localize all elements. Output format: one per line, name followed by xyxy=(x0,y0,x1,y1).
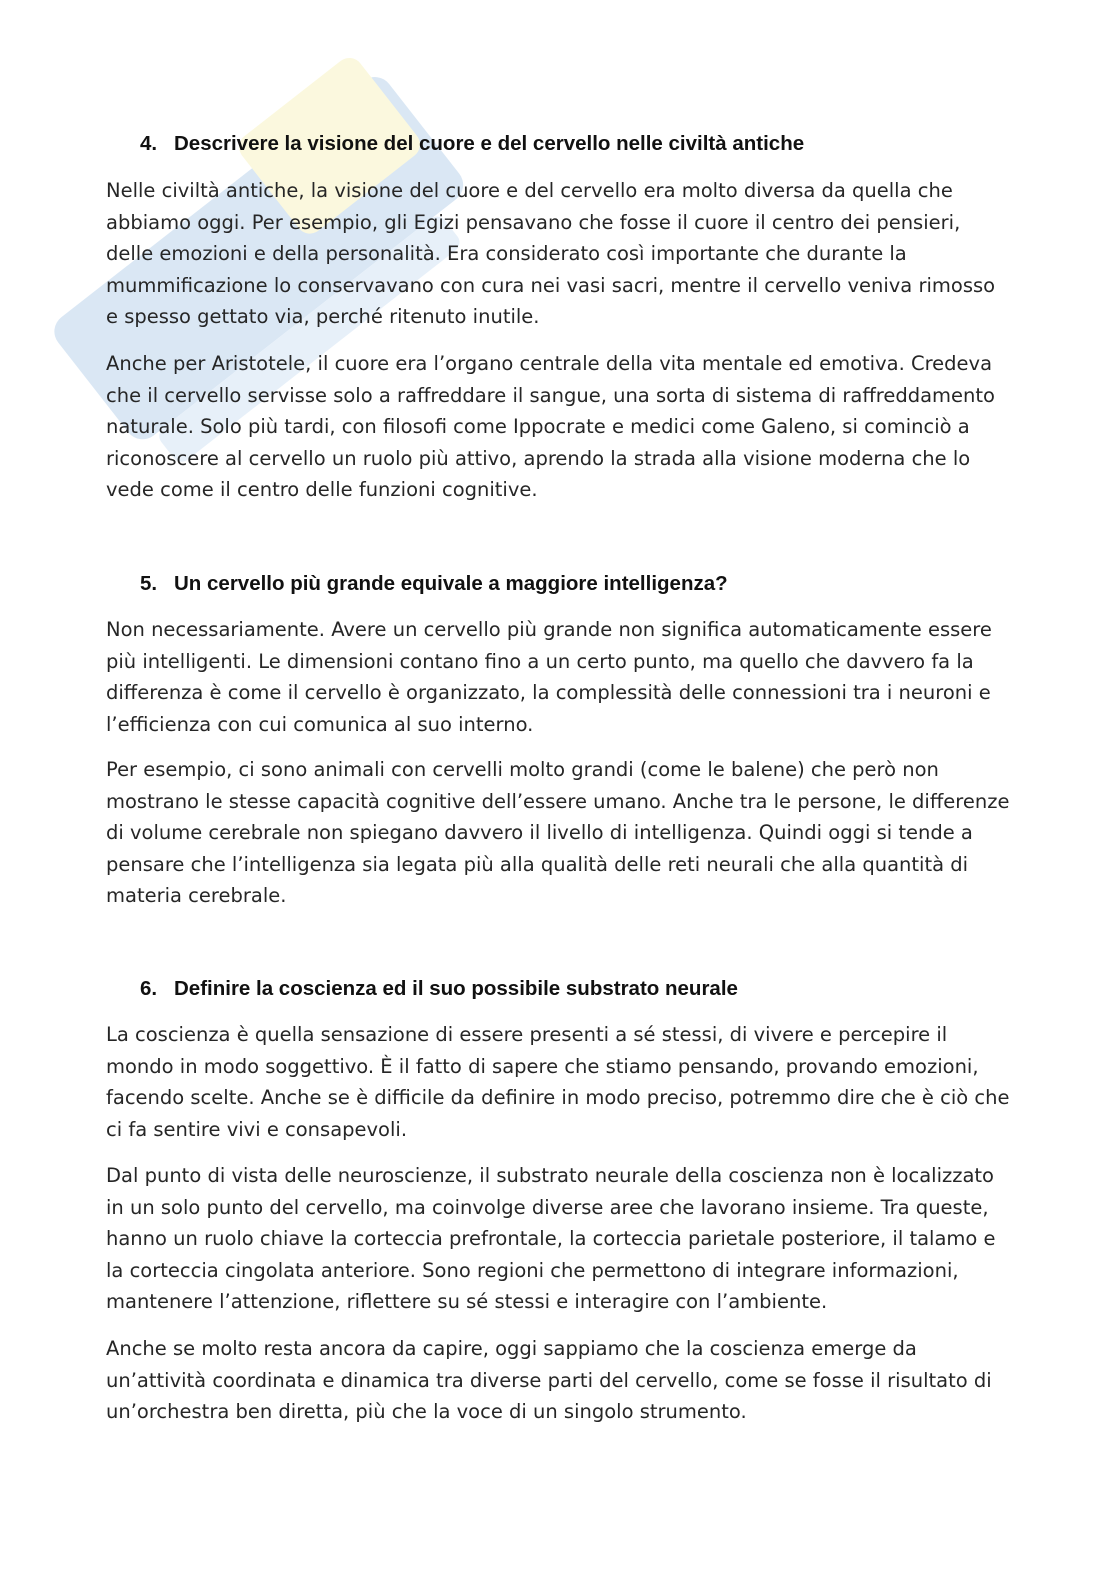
section-number: 5. xyxy=(140,572,158,595)
section-title: Descrivere la visione del cuore e del cervello nelle civiltà antiche xyxy=(174,132,805,155)
section-number: 6. xyxy=(140,977,158,1000)
section-heading-6 xyxy=(140,975,1040,1003)
paragraph: Dal punto di vista delle neuroscienze, il substrato neurale della coscienza non è localizzato in un solo punto del cervello, ma coinvolge diverse aree che lavorano insieme. Tra queste, hanno un ruolo chiave la corteccia prefrontale, la corteccia parietale posteriore, il talamo e la corteccia cingolata anteriore. Sono regioni che permettono di integrare informazioni, mantenere l’attenzione, riflettere su sé stessi e interagire con l’ambiente. xyxy=(106,1164,996,1313)
paragraph: Anche per Aristotele, il cuore era l’organo centrale della vita mentale ed emotiva. Credeva che il cervello servisse solo a raffreddare il sangue, una sorta di sistema di raffreddamento naturale. Solo più tardi, con filosofi come Ippocrate e medici come Galeno, si cominciò a riconoscere al cervello un ruolo più attivo, aprendo la strada alla visione moderna che lo vede come il centro delle funzioni cognitive. xyxy=(106,352,995,501)
section-title: Definire la coscienza ed il suo possibile substrato neurale xyxy=(174,977,738,1000)
section-title: Un cervello più grande equivale a maggiore intelligenza? xyxy=(174,572,728,595)
paragraph: La coscienza è quella sensazione di essere presenti a sé stessi, di vivere e percepire il mondo in modo soggettivo. È il fatto di sapere che stiamo pensando, provando emozioni, facendo scelte. Anche se è difficile da definire in modo preciso, potremmo dire che è ciò che ci fa sentire vivi e consapevoli. xyxy=(106,1023,1010,1141)
section-heading-5 xyxy=(140,570,1040,598)
paragraph: Non necessariamente. Avere un cervello più grande non significa automaticamente essere più intelligenti. Le dimensioni contano fino a un certo punto, ma quello che davvero fa la differenza è come il cervello è organizzato, la complessità delle connessioni tra i neuroni e l’efficienza con cui comunica al suo interno. xyxy=(106,618,992,736)
paragraph: Nelle civiltà antiche, la visione del cuore e del cervello era molto diversa da quella che abbiamo oggi. Per esempio, gli Egizi pensavano che fosse il cuore il centro dei pensieri, delle emozioni e della personalità. Era considerato così importante che durante la mummificazione lo conservavano con cura nei vasi sacri, mentre il cervello veniva rimosso e spesso gettato via, perché ritenuto inutile. xyxy=(106,179,996,328)
section-heading-4 xyxy=(140,130,1040,158)
paragraph: Per esempio, ci sono animali con cervelli molto grandi (come le balene) che però non mostrano le stesse capacità cognitive dell’essere umano. Anche tra le persone, le differenze di volume cerebrale non spiegano davvero il livello di intelligenza. Quindi oggi si tende a pensare che l’intelligenza sia legata più alla qualità delle reti neurali che alla quantità di materia cerebrale. xyxy=(106,758,1010,907)
section-number: 4. xyxy=(140,132,158,155)
paragraph: Anche se molto resta ancora da capire, oggi sappiamo che la coscienza emerge da un’attività coordinata e dinamica tra diverse parti del cervello, come se fosse il risultato di un’orchestra ben diretta, più che la voce di un singolo strumento. xyxy=(106,1337,992,1423)
